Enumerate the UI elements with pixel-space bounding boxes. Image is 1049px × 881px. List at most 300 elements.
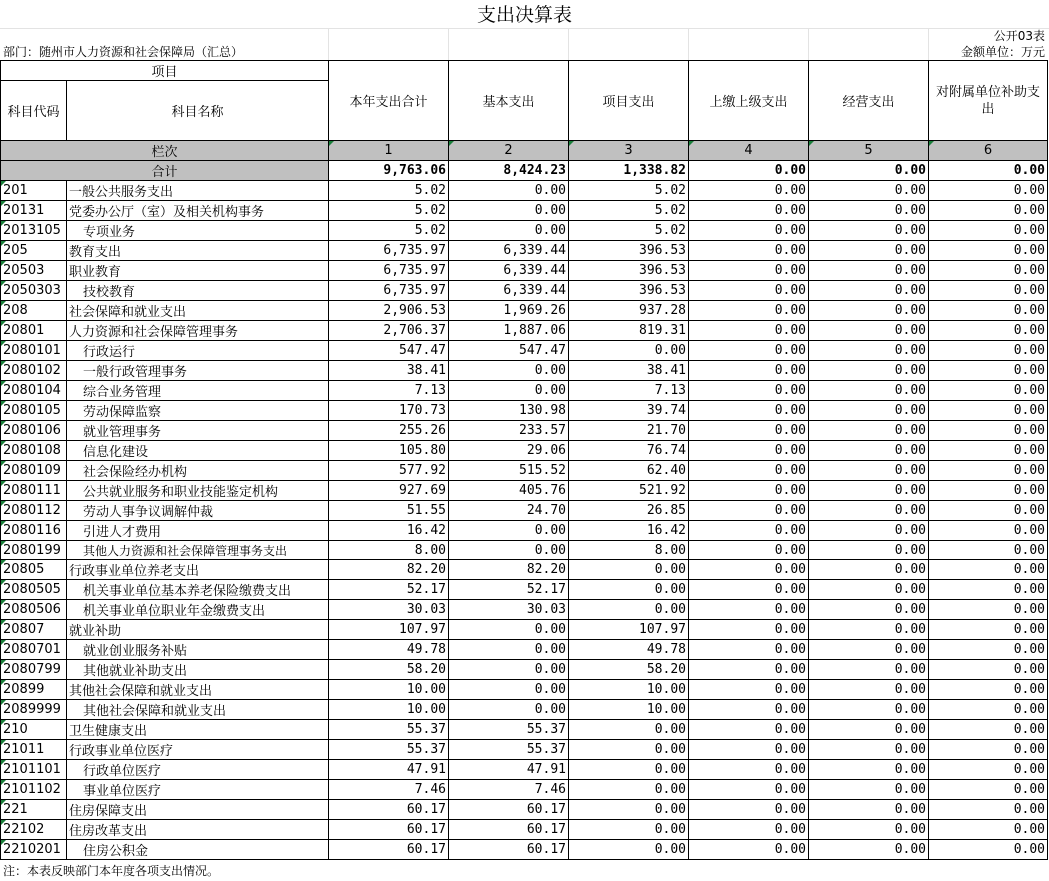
amount-cell[interactable]: 170.73: [329, 401, 449, 421]
amount-cell[interactable]: 107.97: [569, 620, 689, 640]
amount-cell[interactable]: 0.00: [929, 680, 1048, 700]
amount-cell[interactable]: 0.00: [929, 840, 1048, 860]
code-cell[interactable]: 205: [1, 241, 67, 261]
name-cell[interactable]: 住房保障支出: [67, 800, 329, 820]
total-cell[interactable]: 0.00: [689, 161, 809, 181]
amount-cell[interactable]: 0.00: [689, 840, 809, 860]
amount-cell[interactable]: 0.00: [689, 820, 809, 840]
amount-cell[interactable]: 0.00: [569, 580, 689, 600]
amount-cell[interactable]: 255.26: [329, 421, 449, 441]
amount-cell[interactable]: 396.53: [569, 261, 689, 281]
amount-cell[interactable]: 16.42: [569, 521, 689, 541]
amount-cell[interactable]: 0.00: [809, 820, 929, 840]
amount-cell[interactable]: 0.00: [929, 541, 1048, 560]
amount-cell[interactable]: 58.20: [569, 660, 689, 680]
amount-cell[interactable]: 0.00: [689, 221, 809, 241]
amount-cell[interactable]: 0.00: [689, 261, 809, 281]
name-cell[interactable]: 住房改革支出: [67, 820, 329, 840]
name-cell[interactable]: 公共就业服务和职业技能鉴定机构: [67, 481, 329, 501]
amount-cell[interactable]: 0.00: [569, 720, 689, 740]
code-cell[interactable]: 2080104: [1, 381, 67, 401]
amount-cell[interactable]: 0.00: [809, 600, 929, 620]
name-cell[interactable]: 卫生健康支出: [67, 720, 329, 740]
amount-cell[interactable]: 0.00: [929, 221, 1048, 241]
amount-cell[interactable]: 49.78: [329, 640, 449, 660]
amount-cell[interactable]: 5.02: [329, 221, 449, 241]
code-cell[interactable]: 20899: [1, 680, 67, 700]
name-cell[interactable]: 社会保障和就业支出: [67, 301, 329, 321]
amount-cell[interactable]: 105.80: [329, 441, 449, 461]
code-cell[interactable]: 2013105: [1, 221, 67, 241]
amount-cell[interactable]: 6,735.97: [329, 241, 449, 261]
amount-cell[interactable]: 0.00: [809, 361, 929, 381]
header-col6[interactable]: 对附属单位补助支出: [929, 61, 1048, 141]
column-number[interactable]: 5: [809, 141, 929, 161]
amount-cell[interactable]: 0.00: [809, 441, 929, 461]
code-cell[interactable]: 2080701: [1, 640, 67, 660]
amount-cell[interactable]: 0.00: [809, 461, 929, 481]
amount-cell[interactable]: 0.00: [689, 401, 809, 421]
amount-cell[interactable]: 30.03: [329, 600, 449, 620]
total-cell[interactable]: 0.00: [809, 161, 929, 181]
amount-cell[interactable]: 0.00: [809, 261, 929, 281]
amount-cell[interactable]: 0.00: [809, 840, 929, 860]
amount-cell[interactable]: 0.00: [929, 800, 1048, 820]
column-number[interactable]: 4: [689, 141, 809, 161]
amount-cell[interactable]: 0.00: [809, 640, 929, 660]
amount-cell[interactable]: 0.00: [809, 181, 929, 201]
amount-cell[interactable]: 5.02: [569, 201, 689, 221]
name-cell[interactable]: 其他人力资源和社会保障管理事务支出: [67, 541, 329, 560]
amount-cell[interactable]: 10.00: [569, 700, 689, 720]
amount-cell[interactable]: 0.00: [689, 501, 809, 521]
code-cell[interactable]: 2080108: [1, 441, 67, 461]
code-cell[interactable]: 2080199: [1, 541, 67, 560]
amount-cell[interactable]: 0.00: [449, 221, 569, 241]
amount-cell[interactable]: 0.00: [809, 700, 929, 720]
amount-cell[interactable]: 0.00: [689, 780, 809, 800]
amount-cell[interactable]: 0.00: [449, 181, 569, 201]
amount-cell[interactable]: 396.53: [569, 241, 689, 261]
amount-cell[interactable]: 2,906.53: [329, 301, 449, 321]
name-cell[interactable]: 技校教育: [67, 281, 329, 301]
amount-cell[interactable]: 0.00: [809, 521, 929, 541]
code-cell[interactable]: 2210201: [1, 840, 67, 860]
name-cell[interactable]: 就业管理事务: [67, 421, 329, 441]
name-cell[interactable]: 综合业务管理: [67, 381, 329, 401]
amount-cell[interactable]: 0.00: [689, 281, 809, 301]
code-cell[interactable]: 2080109: [1, 461, 67, 481]
amount-cell[interactable]: 52.17: [449, 580, 569, 600]
amount-cell[interactable]: 0.00: [809, 501, 929, 521]
code-cell[interactable]: 2080506: [1, 600, 67, 620]
amount-cell[interactable]: 0.00: [689, 341, 809, 361]
amount-cell[interactable]: 0.00: [689, 640, 809, 660]
amount-cell[interactable]: 0.00: [929, 381, 1048, 401]
amount-cell[interactable]: 0.00: [689, 800, 809, 820]
amount-cell[interactable]: 0.00: [809, 421, 929, 441]
amount-cell[interactable]: 0.00: [689, 541, 809, 560]
amount-cell[interactable]: 0.00: [929, 441, 1048, 461]
amount-cell[interactable]: 8.00: [569, 541, 689, 560]
amount-cell[interactable]: 0.00: [809, 560, 929, 580]
amount-cell[interactable]: 0.00: [449, 700, 569, 720]
amount-cell[interactable]: 0.00: [929, 740, 1048, 760]
amount-cell[interactable]: 937.28: [569, 301, 689, 321]
amount-cell[interactable]: 927.69: [329, 481, 449, 501]
amount-cell[interactable]: 8.00: [329, 541, 449, 560]
amount-cell[interactable]: 0.00: [809, 680, 929, 700]
name-cell[interactable]: 劳动保障监察: [67, 401, 329, 421]
amount-cell[interactable]: 2,706.37: [329, 321, 449, 341]
name-cell[interactable]: 一般行政管理事务: [67, 361, 329, 381]
amount-cell[interactable]: 0.00: [569, 800, 689, 820]
name-cell[interactable]: 人力资源和社会保障管理事务: [67, 321, 329, 341]
amount-cell[interactable]: 0.00: [809, 580, 929, 600]
amount-cell[interactable]: 5.02: [329, 181, 449, 201]
code-cell[interactable]: 2080105: [1, 401, 67, 421]
amount-cell[interactable]: 0.00: [689, 700, 809, 720]
amount-cell[interactable]: 0.00: [689, 740, 809, 760]
amount-cell[interactable]: 29.06: [449, 441, 569, 461]
amount-cell[interactable]: 515.52: [449, 461, 569, 481]
amount-cell[interactable]: 0.00: [809, 401, 929, 421]
amount-cell[interactable]: 547.47: [449, 341, 569, 361]
total-label[interactable]: 合计: [1, 161, 329, 181]
amount-cell[interactable]: 0.00: [449, 680, 569, 700]
amount-cell[interactable]: 62.40: [569, 461, 689, 481]
header-col3[interactable]: 项目支出: [569, 61, 689, 141]
amount-cell[interactable]: 0.00: [929, 560, 1048, 580]
name-cell[interactable]: 事业单位医疗: [67, 780, 329, 800]
name-cell[interactable]: 行政运行: [67, 341, 329, 361]
code-cell[interactable]: 2080101: [1, 341, 67, 361]
name-cell[interactable]: 机关事业单位职业年金缴费支出: [67, 600, 329, 620]
code-cell[interactable]: 2101101: [1, 760, 67, 780]
name-cell[interactable]: 党委办公厅（室）及相关机构事务: [67, 201, 329, 221]
amount-cell[interactable]: 60.17: [449, 800, 569, 820]
amount-cell[interactable]: 0.00: [809, 720, 929, 740]
amount-cell[interactable]: 0.00: [929, 321, 1048, 341]
amount-cell[interactable]: 60.17: [449, 840, 569, 860]
amount-cell[interactable]: 0.00: [809, 780, 929, 800]
code-cell[interactable]: 201: [1, 181, 67, 201]
amount-cell[interactable]: 6,339.44: [449, 281, 569, 301]
header-col1[interactable]: 本年支出合计: [329, 61, 449, 141]
amount-cell[interactable]: 30.03: [449, 600, 569, 620]
amount-cell[interactable]: 0.00: [689, 241, 809, 261]
amount-cell[interactable]: 0.00: [929, 780, 1048, 800]
amount-cell[interactable]: 60.17: [449, 820, 569, 840]
total-cell[interactable]: 0.00: [929, 161, 1048, 181]
amount-cell[interactable]: 0.00: [569, 740, 689, 760]
code-cell[interactable]: 210: [1, 720, 67, 740]
amount-cell[interactable]: 0.00: [929, 640, 1048, 660]
header-col5[interactable]: 经营支出: [809, 61, 929, 141]
table-row: [1, 820, 1048, 840]
amount-cell[interactable]: 0.00: [809, 241, 929, 261]
name-cell[interactable]: 一般公共服务支出: [67, 181, 329, 201]
code-cell[interactable]: 20807: [1, 620, 67, 640]
amount-cell[interactable]: 0.00: [689, 620, 809, 640]
code-cell[interactable]: 20131: [1, 201, 67, 221]
amount-cell[interactable]: 16.42: [329, 521, 449, 541]
row-label-cell[interactable]: 栏次: [1, 141, 329, 161]
amount-cell[interactable]: 0.00: [689, 600, 809, 620]
amount-cell[interactable]: 0.00: [689, 441, 809, 461]
amount-cell[interactable]: 0.00: [689, 381, 809, 401]
amount-cell[interactable]: 0.00: [929, 501, 1048, 521]
table-row: [1, 221, 1048, 241]
amount-cell[interactable]: 521.92: [569, 481, 689, 501]
name-cell[interactable]: 住房公积金: [67, 840, 329, 860]
amount-cell[interactable]: 0.00: [929, 421, 1048, 441]
name-cell[interactable]: 其他就业补助支出: [67, 660, 329, 680]
name-cell[interactable]: 行政事业单位养老支出: [67, 560, 329, 580]
amount-cell[interactable]: 51.55: [329, 501, 449, 521]
amount-cell[interactable]: 819.31: [569, 321, 689, 341]
amount-cell[interactable]: 0.00: [929, 760, 1048, 780]
amount-cell[interactable]: 0.00: [569, 600, 689, 620]
amount-cell[interactable]: 0.00: [809, 341, 929, 361]
code-cell[interactable]: 20805: [1, 560, 67, 580]
code-cell[interactable]: 2080505: [1, 580, 67, 600]
code-cell[interactable]: 221: [1, 800, 67, 820]
amount-cell[interactable]: 0.00: [929, 201, 1048, 221]
amount-cell[interactable]: 0.00: [929, 720, 1048, 740]
amount-cell[interactable]: 0.00: [689, 301, 809, 321]
amount-cell[interactable]: 0.00: [689, 560, 809, 580]
amount-cell[interactable]: 0.00: [569, 341, 689, 361]
amount-cell[interactable]: 0.00: [809, 760, 929, 780]
amount-cell[interactable]: 1,969.26: [449, 301, 569, 321]
amount-cell[interactable]: 0.00: [929, 361, 1048, 381]
amount-cell[interactable]: 0.00: [809, 541, 929, 560]
amount-cell[interactable]: 0.00: [689, 680, 809, 700]
amount-cell[interactable]: 0.00: [449, 541, 569, 560]
code-cell[interactable]: 2080102: [1, 361, 67, 381]
amount-cell[interactable]: 82.20: [449, 560, 569, 580]
amount-cell[interactable]: 55.37: [329, 720, 449, 740]
amount-cell[interactable]: 0.00: [809, 281, 929, 301]
amount-cell[interactable]: 0.00: [449, 381, 569, 401]
amount-cell[interactable]: 0.00: [929, 481, 1048, 501]
name-cell[interactable]: 劳动人事争议调解仲裁: [67, 501, 329, 521]
amount-cell[interactable]: 6,339.44: [449, 261, 569, 281]
amount-cell[interactable]: 0.00: [929, 241, 1048, 261]
amount-cell[interactable]: 47.91: [329, 760, 449, 780]
amount-cell[interactable]: 0.00: [689, 361, 809, 381]
amount-cell[interactable]: 0.00: [689, 201, 809, 221]
name-cell[interactable]: 其他社会保障和就业支出: [67, 700, 329, 720]
amount-cell[interactable]: 7.13: [329, 381, 449, 401]
name-cell[interactable]: 教育支出: [67, 241, 329, 261]
amount-cell[interactable]: 396.53: [569, 281, 689, 301]
code-cell[interactable]: 2080106: [1, 421, 67, 441]
amount-cell[interactable]: 0.00: [449, 660, 569, 680]
amount-cell[interactable]: 6,735.97: [329, 261, 449, 281]
code-cell[interactable]: 2080111: [1, 481, 67, 501]
code-cell[interactable]: 22102: [1, 820, 67, 840]
amount-cell[interactable]: 0.00: [689, 660, 809, 680]
name-cell[interactable]: 信息化建设: [67, 441, 329, 461]
code-cell[interactable]: 2050303: [1, 281, 67, 301]
amount-cell[interactable]: 5.02: [569, 221, 689, 241]
amount-cell[interactable]: 7.46: [329, 780, 449, 800]
amount-cell[interactable]: 0.00: [929, 181, 1048, 201]
amount-cell[interactable]: 0.00: [929, 700, 1048, 720]
name-cell[interactable]: 行政单位医疗: [67, 760, 329, 780]
amount-cell[interactable]: 0.00: [689, 481, 809, 501]
amount-cell[interactable]: 60.17: [329, 840, 449, 860]
total-cell[interactable]: 1,338.82: [569, 161, 689, 181]
amount-cell[interactable]: 0.00: [569, 760, 689, 780]
amount-cell[interactable]: 0.00: [809, 201, 929, 221]
amount-cell[interactable]: 39.74: [569, 401, 689, 421]
amount-cell[interactable]: 26.85: [569, 501, 689, 521]
amount-cell[interactable]: 5.02: [569, 181, 689, 201]
amount-cell[interactable]: 0.00: [809, 740, 929, 760]
amount-cell[interactable]: 49.78: [569, 640, 689, 660]
amount-cell[interactable]: 0.00: [809, 301, 929, 321]
amount-cell[interactable]: 0.00: [929, 620, 1048, 640]
code-cell[interactable]: 2101102: [1, 780, 67, 800]
amount-cell[interactable]: 10.00: [329, 700, 449, 720]
amount-cell[interactable]: 0.00: [929, 341, 1048, 361]
amount-cell[interactable]: 0.00: [689, 421, 809, 441]
total-cell[interactable]: 9,763.06: [329, 161, 449, 181]
amount-cell[interactable]: 38.41: [569, 361, 689, 381]
amount-cell[interactable]: 577.92: [329, 461, 449, 481]
amount-cell[interactable]: 7.46: [449, 780, 569, 800]
amount-cell[interactable]: 1,887.06: [449, 321, 569, 341]
code-cell[interactable]: 21011: [1, 740, 67, 760]
column-number[interactable]: 1: [329, 141, 449, 161]
code-cell[interactable]: 2080112: [1, 501, 67, 521]
header-code[interactable]: 科目代码: [1, 81, 67, 141]
amount-cell[interactable]: 0.00: [809, 481, 929, 501]
amount-cell[interactable]: 76.74: [569, 441, 689, 461]
amount-cell[interactable]: 10.00: [329, 680, 449, 700]
name-cell[interactable]: 就业补助: [67, 620, 329, 640]
amount-cell[interactable]: 0.00: [449, 640, 569, 660]
amount-cell[interactable]: 0.00: [569, 820, 689, 840]
amount-cell[interactable]: 0.00: [929, 261, 1048, 281]
amount-cell[interactable]: 55.37: [449, 720, 569, 740]
name-cell[interactable]: 社会保险经办机构: [67, 461, 329, 481]
amount-cell[interactable]: 0.00: [689, 321, 809, 341]
amount-cell[interactable]: 0.00: [689, 181, 809, 201]
amount-cell[interactable]: 0.00: [929, 401, 1048, 421]
amount-cell[interactable]: 21.70: [569, 421, 689, 441]
table-row: [1, 740, 1048, 760]
column-number[interactable]: 6: [929, 141, 1048, 161]
amount-cell[interactable]: 0.00: [449, 201, 569, 221]
amount-cell[interactable]: 0.00: [809, 381, 929, 401]
name-cell[interactable]: 其他社会保障和就业支出: [67, 680, 329, 700]
amount-cell[interactable]: 60.17: [329, 800, 449, 820]
amount-cell[interactable]: 60.17: [329, 820, 449, 840]
amount-cell[interactable]: 0.00: [689, 521, 809, 541]
name-cell[interactable]: 专项业务: [67, 221, 329, 241]
amount-cell[interactable]: 0.00: [809, 800, 929, 820]
amount-cell[interactable]: 0.00: [929, 580, 1048, 600]
name-cell[interactable]: 机关事业单位基本养老保险缴费支出: [67, 580, 329, 600]
amount-cell[interactable]: 0.00: [929, 521, 1048, 541]
amount-cell[interactable]: 0.00: [449, 620, 569, 640]
amount-cell[interactable]: 5.02: [329, 201, 449, 221]
amount-cell[interactable]: 0.00: [929, 301, 1048, 321]
amount-cell[interactable]: 405.76: [449, 481, 569, 501]
amount-cell[interactable]: 0.00: [569, 840, 689, 860]
code-cell[interactable]: 2089999: [1, 700, 67, 720]
amount-cell[interactable]: 0.00: [929, 281, 1048, 301]
code-cell[interactable]: 20503: [1, 261, 67, 281]
amount-cell[interactable]: 0.00: [929, 820, 1048, 840]
header-item[interactable]: 项目: [1, 61, 329, 81]
amount-cell[interactable]: 0.00: [809, 620, 929, 640]
amount-cell[interactable]: 0.00: [689, 760, 809, 780]
total-cell[interactable]: 8,424.23: [449, 161, 569, 181]
amount-cell[interactable]: 6,339.44: [449, 241, 569, 261]
column-number[interactable]: 2: [449, 141, 569, 161]
header-col2[interactable]: 基本支出: [449, 61, 569, 141]
amount-cell[interactable]: 24.70: [449, 501, 569, 521]
code-cell[interactable]: 2080116: [1, 521, 67, 541]
amount-cell[interactable]: 10.00: [569, 680, 689, 700]
name-cell[interactable]: 引进人才费用: [67, 521, 329, 541]
amount-cell[interactable]: 7.13: [569, 381, 689, 401]
amount-cell[interactable]: 47.91: [449, 760, 569, 780]
code-cell[interactable]: 208: [1, 301, 67, 321]
amount-cell[interactable]: 0.00: [449, 521, 569, 541]
header-name[interactable]: 科目名称: [67, 81, 329, 141]
name-cell[interactable]: 行政事业单位医疗: [67, 740, 329, 760]
code-cell[interactable]: 20801: [1, 321, 67, 341]
header-col4[interactable]: 上缴上级支出: [689, 61, 809, 141]
amount-cell[interactable]: 38.41: [329, 361, 449, 381]
amount-cell[interactable]: 0.00: [449, 361, 569, 381]
amount-cell[interactable]: 58.20: [329, 660, 449, 680]
table-row: [1, 501, 1048, 521]
amount-cell[interactable]: 0.00: [689, 580, 809, 600]
name-cell[interactable]: 就业创业服务补贴: [67, 640, 329, 660]
name-cell[interactable]: 职业教育: [67, 261, 329, 281]
amount-cell[interactable]: 0.00: [929, 600, 1048, 620]
amount-cell[interactable]: 6,735.97: [329, 281, 449, 301]
amount-cell[interactable]: 0.00: [689, 720, 809, 740]
amount-cell[interactable]: 55.37: [329, 740, 449, 760]
amount-cell[interactable]: 0.00: [569, 780, 689, 800]
amount-cell[interactable]: 0.00: [929, 660, 1048, 680]
amount-cell[interactable]: 55.37: [449, 740, 569, 760]
amount-cell[interactable]: 82.20: [329, 560, 449, 580]
amount-cell[interactable]: 107.97: [329, 620, 449, 640]
amount-cell[interactable]: 0.00: [929, 461, 1048, 481]
amount-cell[interactable]: 233.57: [449, 421, 569, 441]
department-label: 部门：随州市人力资源和社会保障局（汇总）: [3, 45, 244, 59]
amount-cell[interactable]: 130.98: [449, 401, 569, 421]
amount-cell[interactable]: 0.00: [569, 560, 689, 580]
amount-cell[interactable]: 0.00: [689, 461, 809, 481]
amount-cell[interactable]: 0.00: [809, 221, 929, 241]
code-cell[interactable]: 2080799: [1, 660, 67, 680]
amount-cell[interactable]: 547.47: [329, 341, 449, 361]
amount-cell[interactable]: 0.00: [809, 321, 929, 341]
amount-cell[interactable]: 0.00: [809, 660, 929, 680]
amount-cell[interactable]: 52.17: [329, 580, 449, 600]
column-number[interactable]: 3: [569, 141, 689, 161]
